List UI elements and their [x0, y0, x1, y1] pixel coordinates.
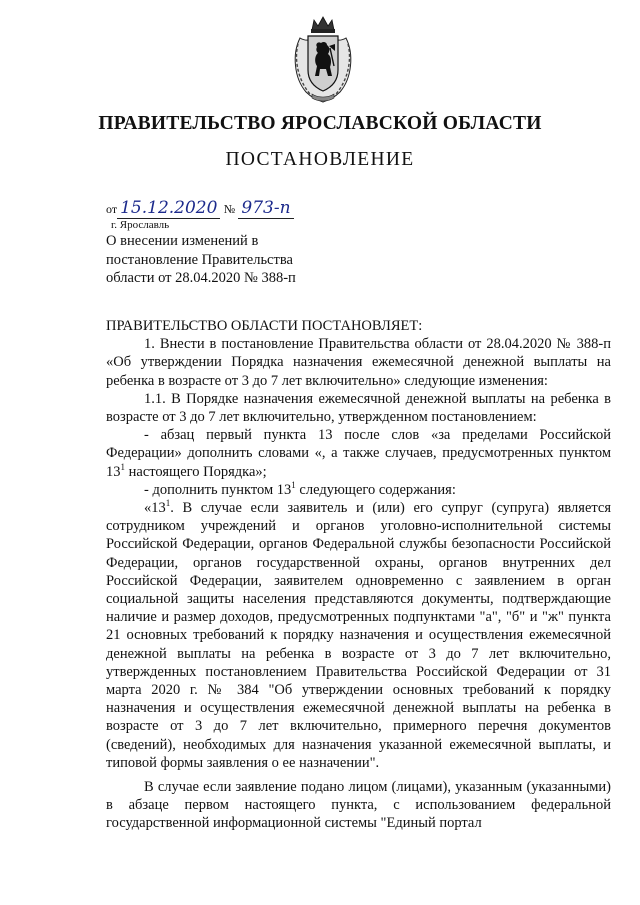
paragraph-text: . В случае если заявитель и (или) его супруг (супруга) является сотрудником учреждений и органов уголовно-исполнительной системы Российской Федерации, органов Федеральной службы безопасности Российской Федерации, органов государственной охраны, органов внутренних дел Российской Федерации, заявителем одновременно с заявлением в орган социальной защиты населения представляются документы, подтверждающие наличие и размер доходов, предусмотренных подпунктами "а", "б" и "ж" пункта 21 основных требований к порядку назначения и осуществления ежемесячной денежной выплаты на ребенка в возрасте от 3 до 7 лет включительно, утвержденных постановлением Правительства Российской Федерации от 31 марта 2020 г. № 384 "Об утверждении основных требований к порядку назначения и осуществления ежемесячной денежной выплаты на ребенка в возрасте от 3 до 7 лет включительно, примерного перечня документов (сведений), необходимых для назначения указанной ежемесячной выплаты, и типовой формы заявления о ее назначении".: [106, 500, 611, 771]
paragraph-text: «13: [144, 500, 166, 517]
paragraph: [106, 426, 611, 481]
number-prefix: №: [223, 202, 236, 216]
paragraph-text: - дополнить пунктом 13: [144, 481, 292, 498]
date-prefix: от: [106, 202, 118, 216]
superscript: 1: [120, 461, 125, 472]
paragraph-text: - абзац первый пункта 13 после слов «за пределами Российской Федерации» дополнить словами «, а также случаев, предусмотренных пунктом 13: [106, 427, 611, 480]
subject-line: О внесении изменений в: [106, 233, 259, 249]
coat-of-arms-emblem: [290, 14, 356, 104]
handwritten-date: 15.12.2020: [117, 198, 220, 219]
organization-title: ПРАВИТЕЛЬСТВО ЯРОСЛАВСКОЙ ОБЛАСТИ: [98, 113, 542, 134]
subject-line: области от 28.04.2020 № 388-п: [106, 270, 296, 286]
document-body: [106, 317, 611, 833]
paragraph: [106, 499, 611, 772]
city-label: г. Ярославль: [111, 219, 170, 231]
date-number-line: [106, 198, 294, 218]
subject-line: постановление Правительства: [106, 251, 293, 268]
decree-heading: ПРАВИТЕЛЬСТВО ОБЛАСТИ ПОСТАНОВЛЯЕТ:: [106, 318, 423, 334]
paragraph-text: следующего содержания:: [295, 481, 456, 498]
document-type: ПОСТАНОВЛЕНИЕ: [225, 149, 415, 170]
paragraph: В случае если заявление подано лицом (лицами), указанным (указанными) в абзаце первом настоящего пункта, с использованием федеральной государственной информационной системы "Единый портал: [106, 779, 611, 832]
subject-block: [106, 232, 366, 288]
superscript: 1: [165, 498, 171, 509]
handwritten-number: 973-п: [238, 198, 293, 219]
paragraph: 1.1. В Порядке назначения ежемесячной денежной выплаты на ребенка в возрасте от 3 до 7 лет включительно, утвержденном постановлением:: [106, 390, 611, 426]
superscript: 1: [291, 480, 296, 490]
paragraph-text: настоящего Порядка»;: [125, 463, 267, 480]
paragraph: 1. Внести в постановление Правительства области от 28.04.2020 № 388-п «Об утверждении Порядка назначения ежемесячной денежной выплаты на ребенка в возрасте от 3 до 7 лет включительно» следующие изменения:: [106, 336, 611, 389]
paragraph: [106, 481, 611, 499]
